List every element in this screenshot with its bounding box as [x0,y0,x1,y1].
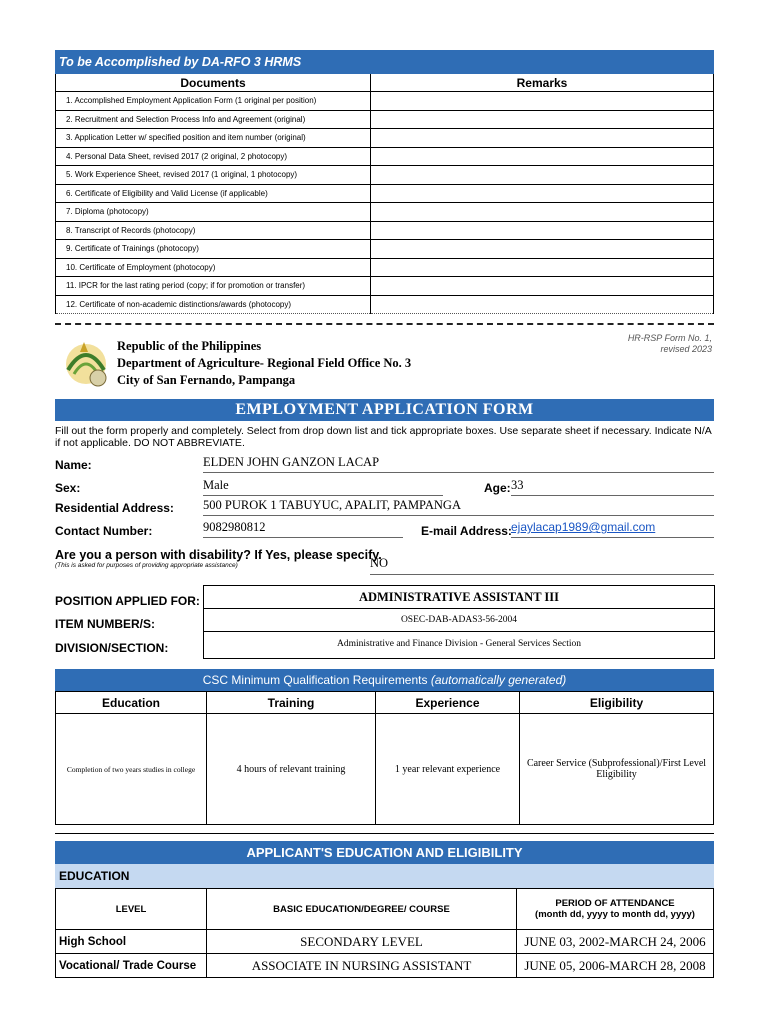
document-item: 7. Diploma (photocopy) [56,203,371,222]
csc-header-training: Training [207,692,376,714]
education-table [55,888,714,978]
remarks-cell[interactable] [371,203,714,222]
position-field[interactable]: ADMINISTRATIVE ASSISTANT III [204,587,714,609]
name-field[interactable]: ELDEN JOHN GANZON LACAP [203,455,714,473]
document-row [56,258,714,277]
form-revised-line: revised 2023 [660,344,712,354]
col-period [517,889,714,930]
col-course: BASIC EDUCATION/DEGREE/ COURSE [207,889,517,930]
pwd-field[interactable]: NO [370,556,714,575]
document-row [56,92,714,111]
csc-requirements-table [55,691,714,825]
csc-header-education: Education [56,692,207,714]
document-item: 3. Application Letter w/ specified position and item number (original) [56,129,371,148]
sex-field[interactable]: Male [203,478,443,496]
education-course-cell[interactable]: SECONDARY LEVEL [207,930,517,954]
cut-line-divider [55,323,714,325]
col-period-sub: (month dd, yyyy to month dd, yyyy) [535,909,695,920]
education-level-cell: High School [56,930,207,954]
remarks-cell[interactable] [371,221,714,240]
contact-field[interactable]: 9082980812 [203,520,403,538]
csc-title-bar [55,669,714,691]
csc-education-value: Completion of two years studies in college [56,714,207,825]
age-field[interactable]: 33 [511,478,714,496]
contact-label: Contact Number: [55,524,153,538]
email-field[interactable]: ejaylacap1989@gmail.com [511,520,714,538]
document-row [56,240,714,259]
education-row [56,954,714,978]
document-item: 1. Accomplished Employment Application Form (1 original per position) [56,92,371,111]
csc-title: CSC Minimum Qualification Requirements [202,673,431,687]
form-title: EMPLOYMENT APPLICATION FORM [55,399,714,421]
remarks-cell[interactable] [371,92,714,111]
item-label: ITEM NUMBER/S: [55,617,155,631]
document-row [56,277,714,296]
pwd-note: (This is asked for purposes of providing appropriate assistance) [55,562,238,569]
hrms-checklist-table [55,50,714,314]
education-title-bar: APPLICANT'S EDUCATION AND ELIGIBILITY [55,841,714,864]
csc-header-eligibility: Eligibility [520,692,714,714]
document-row [56,166,714,185]
document-item: 2. Recruitment and Selection Process Info and Agreement (original) [56,110,371,129]
address-field[interactable]: 500 PUROK 1 TABUYUC, APALIT, PAMPANGA [203,498,714,516]
document-item: 8. Transcript of Records (photocopy) [56,221,371,240]
remarks-header: Remarks [371,74,714,92]
document-row [56,295,714,314]
remarks-cell[interactable] [371,110,714,129]
document-row [56,110,714,129]
form-instructions: Fill out the form properly and completely. Select from drop down list and tick appropriate boxes. Use separate sheet if necessary. Indicate N/A if not applicable. DO NOT ABBREVIATE. [55,425,712,449]
education-subheader: EDUCATION [55,864,714,888]
position-label: POSITION APPLIED FOR: [55,594,200,608]
document-item: 4. Personal Data Sheet, revised 2017 (2 original, 2 photocopy) [56,147,371,166]
form-number [628,333,712,355]
csc-title-italic: (automatically generated) [430,673,567,687]
education-period-cell[interactable]: JUNE 05, 2006-MARCH 28, 2008 [517,954,714,978]
document-item: 10. Certificate of Employment (photocopy) [56,258,371,277]
document-item: 5. Work Experience Sheet, revised 2017 (1 original, 1 photocopy) [56,166,371,185]
remarks-cell[interactable] [371,147,714,166]
document-row [56,129,714,148]
sex-label: Sex: [55,481,81,495]
education-row [56,930,714,954]
remarks-cell[interactable] [371,240,714,259]
csc-header-experience: Experience [376,692,520,714]
document-item: 11. IPCR for the last rating period (copy; if for promotion or transfer) [56,277,371,296]
education-course-cell[interactable]: ASSOCIATE IN NURSING ASSISTANT [207,954,517,978]
remarks-cell[interactable] [371,184,714,203]
education-level-cell: Vocational/ Trade Course [56,954,207,978]
division-label: DIVISION/SECTION: [55,641,169,655]
col-period-title: PERIOD OF ATTENDANCE [555,898,675,909]
document-row [56,184,714,203]
agency-city: City of San Fernando, Pampanga [117,373,296,387]
age-label: Age: [484,481,511,495]
remarks-cell[interactable] [371,129,714,148]
document-item: 9. Certificate of Trainings (photocopy) [56,240,371,259]
address-label: Residential Address: [55,501,174,515]
col-level: LEVEL [56,889,207,930]
remarks-cell[interactable] [371,258,714,277]
csc-training-value: 4 hours of relevant training [207,714,376,825]
name-label: Name: [55,458,92,472]
document-row [56,147,714,166]
document-row [56,221,714,240]
remarks-cell[interactable] [371,166,714,185]
csc-eligibility-value: Career Service (Subprofessional)/First Level Eligibility [520,714,714,825]
divider-line [55,833,714,834]
documents-header: Documents [56,74,371,92]
item-number-field[interactable]: OSEC-DAB-ADAS3-56-2004 [204,609,714,632]
remarks-cell[interactable] [371,295,714,314]
agency-department: Department of Agriculture- Regional Field Office No. 3 [117,356,412,370]
hrms-title: To be Accomplished by DA-RFO 3 HRMS [56,51,714,74]
da-logo-icon [58,334,114,390]
document-item: 12. Certificate of non-academic distinctions/awards (photocopy) [56,295,371,314]
division-field[interactable]: Administrative and Finance Division - General Services Section [336,639,582,649]
document-row [56,203,714,222]
agency-republic: Republic of the Philippines [117,339,262,353]
document-item: 6. Certificate of Eligibility and Valid License (if applicable) [56,184,371,203]
education-period-cell[interactable]: JUNE 03, 2002-MARCH 24, 2006 [517,930,714,954]
csc-experience-value: 1 year relevant experience [376,714,520,825]
remarks-cell[interactable] [371,277,714,296]
form-number-line: HR-RSP Form No. 1, [627,333,712,343]
pwd-label: Are you a person with disability? If Yes, please specify. [55,548,382,562]
email-label: E-mail Address: [421,524,512,538]
